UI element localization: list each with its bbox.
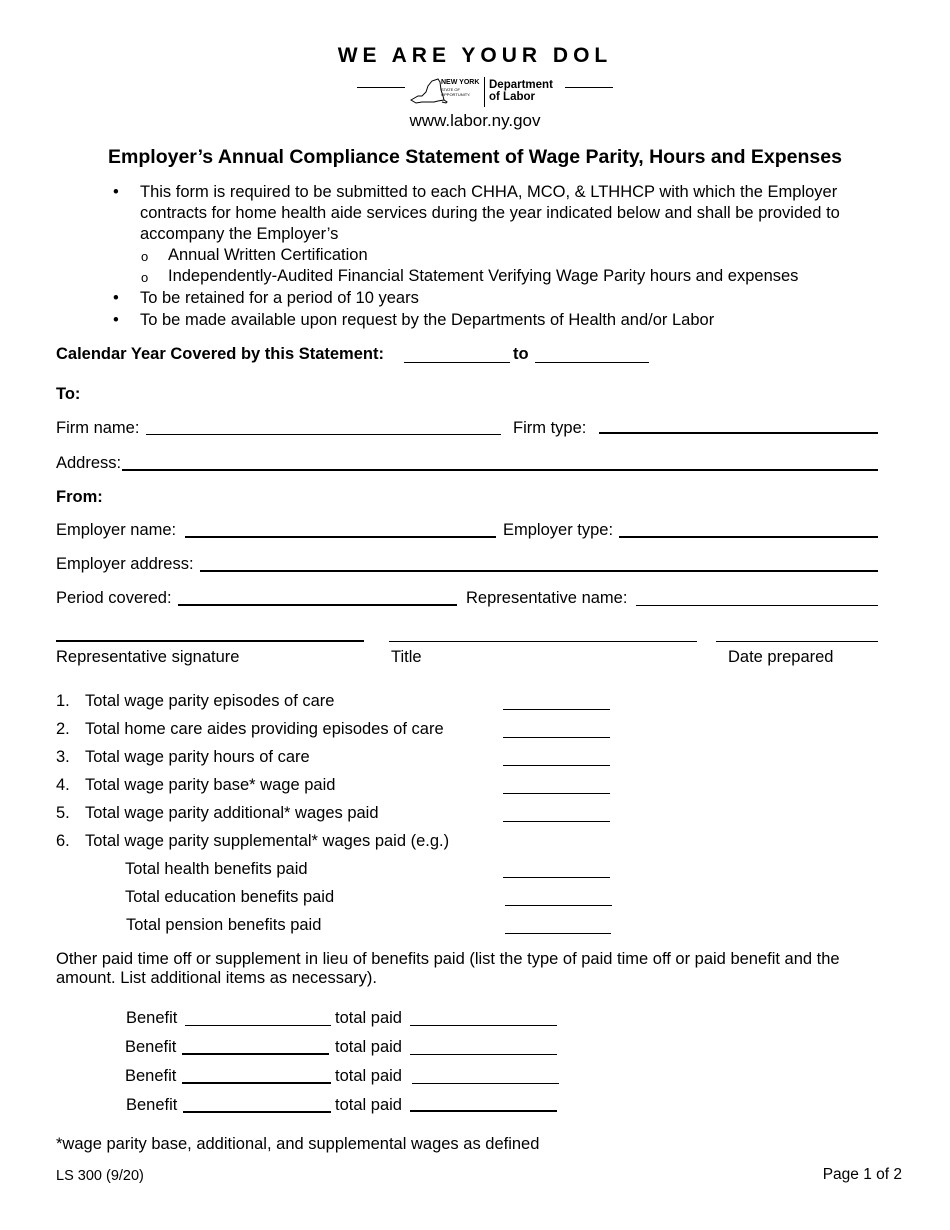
form-id: LS 300 (9/20) [56, 1168, 144, 1184]
employer-name-field[interactable] [185, 536, 496, 538]
item-number: 5. [56, 804, 70, 822]
date-prepared-field[interactable] [716, 641, 878, 642]
dol-website-link[interactable]: www.labor.ny.gov [409, 111, 541, 130]
logo-rule-right [565, 87, 613, 88]
firm-type-field[interactable] [599, 432, 878, 434]
period-covered-field[interactable] [178, 604, 457, 606]
instruction-subitem-1: o Annual Written Certification [111, 245, 881, 266]
representative-name-field[interactable] [636, 605, 878, 606]
employer-address-field[interactable] [200, 570, 878, 572]
from-heading: From: [56, 488, 103, 506]
employer-name-label: Employer name: [56, 521, 177, 539]
education-benefits-field[interactable] [505, 905, 612, 906]
representative-signature-field[interactable] [56, 640, 364, 642]
title-field[interactable] [389, 641, 697, 642]
page-number: Page 1 of 2 [822, 1166, 902, 1183]
pension-benefits-field[interactable] [505, 933, 611, 934]
instruction-bullet-3: • To be made available upon request by the Departments of Health and/or Labor [111, 310, 881, 331]
form-title: Employer’s Annual Compliance Statement of Wage Parity, Hours and Expenses [108, 146, 842, 168]
item-number: 3. [56, 748, 70, 766]
logo-dept-line2: of Labor [489, 91, 535, 103]
item-label-aides: Total home care aides providing episodes of care [85, 720, 444, 738]
representative-name-label: Representative name: [466, 589, 628, 607]
instructions-list [111, 182, 881, 331]
total-paid-label-2: total paid [335, 1038, 402, 1056]
calendar-year-to-label: to [513, 345, 529, 363]
employer-type-label: Employer type: [503, 521, 614, 539]
benefit-total-field-1[interactable] [410, 1025, 557, 1026]
logo-tagline-small: STATE OF OPPORTUNITY. [441, 87, 471, 97]
item-number: 2. [56, 720, 70, 738]
episodes-of-care-field[interactable] [503, 709, 610, 710]
sub-item-health: Total health benefits paid [125, 860, 308, 878]
item-label-supplemental-wages: Total wage parity supplemental* wages paid (e.g.) [85, 832, 450, 850]
benefit-label-3: Benefit [125, 1067, 177, 1085]
benefit-label-1: Benefit [126, 1009, 178, 1027]
calendar-year-end-field[interactable] [535, 362, 649, 363]
benefit-type-field-4[interactable] [183, 1111, 331, 1113]
sub-item-pension: Total pension benefits paid [126, 916, 322, 934]
benefit-type-field-2[interactable] [182, 1053, 329, 1055]
logo-state-name: NEW YORK [441, 79, 480, 86]
item-label-additional-wages: Total wage parity additional* wages paid [85, 804, 379, 822]
benefit-total-field-2[interactable] [410, 1054, 557, 1055]
hours-of-care-field[interactable] [503, 765, 610, 766]
firm-type-label: Firm type: [513, 419, 587, 437]
period-covered-label: Period covered: [56, 589, 172, 607]
item-number: 4. [56, 776, 70, 794]
nys-dol-logo [408, 76, 560, 108]
total-paid-label-1: total paid [335, 1009, 402, 1027]
total-paid-label-4: total paid [335, 1096, 402, 1114]
address-label: Address: [56, 454, 122, 472]
date-prepared-label: Date prepared [728, 648, 834, 666]
benefit-type-field-3[interactable] [182, 1082, 331, 1084]
item-label-base-wage: Total wage parity base* wage paid [85, 776, 336, 794]
representative-signature-label: Representative signature [56, 648, 240, 666]
logo-dept-line1: Department [489, 79, 553, 91]
total-paid-label-3: total paid [335, 1067, 402, 1085]
item-label-episodes: Total wage parity episodes of care [85, 692, 335, 710]
base-wage-field[interactable] [503, 793, 610, 794]
item-label-hours: Total wage parity hours of care [85, 748, 310, 766]
logo-divider [484, 77, 485, 107]
item-number: 1. [56, 692, 70, 710]
home-care-aides-field[interactable] [503, 737, 610, 738]
instruction-subitem-2: o Independently-Audited Financial Statement Verifying Wage Parity hours and expenses [111, 266, 881, 287]
benefit-total-field-4[interactable] [410, 1110, 557, 1112]
firm-name-label: Firm name: [56, 419, 140, 437]
calendar-year-label: Calendar Year Covered by this Statement: [56, 345, 384, 363]
logo-rule-left [357, 87, 405, 88]
employer-type-field[interactable] [619, 536, 878, 538]
benefit-total-field-3[interactable] [412, 1083, 559, 1084]
address-field[interactable] [122, 469, 878, 471]
sub-item-education: Total education benefits paid [125, 888, 335, 906]
other-benefits-instructions: Other paid time off or supplement in lieu of benefits paid (list the type of paid time off or paid benefit and the amount. List additional items as necessary). [56, 950, 840, 987]
to-heading: To: [56, 385, 81, 403]
benefit-label-4: Benefit [126, 1096, 178, 1114]
item-number: 6. [56, 832, 70, 850]
employer-address-label: Employer address: [56, 555, 194, 573]
firm-name-field[interactable] [146, 434, 501, 435]
dol-tagline: WE ARE YOUR DOL [337, 44, 613, 67]
calendar-year-start-field[interactable] [404, 362, 510, 363]
instruction-bullet-1: • This form is required to be submitted to each CHHA, MCO, & LTHHCP with which the Employer contracts for home health aide services during the year indicated below and shall be provided to accompany the Employer’s [111, 182, 881, 245]
benefit-type-field-1[interactable] [185, 1025, 331, 1026]
instruction-bullet-2: • To be retained for a period of 10 years [111, 288, 881, 309]
health-benefits-field[interactable] [503, 877, 610, 878]
additional-wages-field[interactable] [503, 821, 610, 822]
title-label: Title [391, 648, 422, 666]
footnote: *wage parity base, additional, and supplemental wages as defined [56, 1135, 540, 1153]
benefit-label-2: Benefit [125, 1038, 177, 1056]
